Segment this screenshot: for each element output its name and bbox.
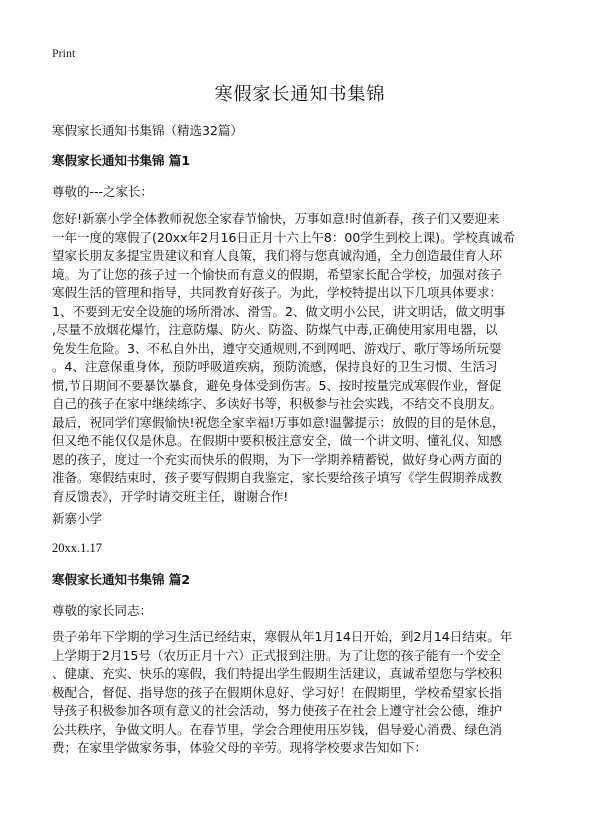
- body-line: 上学期于2月15号（农历正月十六）正式报到注册。为了让您的孩子能有一个安全: [52, 647, 501, 663]
- body-line: 但又绝不能仅仅是休息。在假期中要积极注意安全，做一个讲文明、懂礼仪、知感: [52, 433, 503, 448]
- body-line: 境。为了让您的孩子过一个愉快而有意义的假期，希望家长配合学校，加强对孩子: [52, 266, 503, 282]
- body-line: 公共秩序，争做文明人。在春节里，学会合理使用压岁钱，倡导爱心消费、绿色消: [52, 721, 503, 737]
- body-line: 1、不要到无安全设施的场所滑冰、滑雪。2、做文明小公民，讲文明话，做文明事: [52, 303, 506, 319]
- signature: 新寨小学: [52, 511, 103, 526]
- body-line: 准备。寒假结束时，孩子要写假期自我鉴定，家长要给孩子填写《学生假期养成教: [52, 470, 503, 485]
- body-line: 最后，祝同学们寒假愉快!祝您全家幸福!万事如意!温馨提示：放假的目的是休息，: [52, 414, 505, 430]
- section-body-2: [52, 628, 572, 758]
- section-heading-1: 寒假家长通知书集锦 篇1: [52, 153, 191, 168]
- body-line: 、健康、充实、快乐的寒假，我们特提出学生假期生活建议，真诚希望您与学校积: [52, 666, 503, 681]
- date: 20xx.1.17: [52, 541, 102, 555]
- body-line: 望家长朋友多提宝贵建议和育人良策，我们将与您真诚沟通，全力创造最佳育人环: [52, 248, 503, 263]
- body-line: 自己的孩子在家中继续练字、多读好书等，积极参与社会实践，不结交不良朋友。: [52, 396, 503, 411]
- body-line: 费；在家里学做家务事，体验父母的辛劳。现将学校要求告知如下：: [52, 740, 428, 755]
- body-line: 极配合，督促、指导您的孩子在假期休息好、学习好！在假期里，学校希望家长指: [52, 684, 503, 700]
- print-link[interactable]: Print: [52, 46, 76, 60]
- body-line: 惯,节日期间不要暴饮暴食，避免身体受到伤害。5、按时按量完成寒假作业，督促: [52, 377, 502, 393]
- body-line: 贵子弟年下学期的学习生活已经结束，寒假从年1月14日开始，到2月14日结束。年: [52, 629, 513, 644]
- body-line: 育反馈表》，开学时请交班主任，谢谢合作!: [52, 488, 289, 504]
- body-line: 一年一度的寒假了(20xx年2月16日正月十六上午8：00学生到校上课)。学校真诚希: [52, 229, 516, 245]
- body-line: 您好!新寨小学全体教师祝您全家春节愉快，万事如意!时值新春，孩子们又要迎来: [52, 211, 500, 226]
- body-line: ,尽量不放烟花爆竹，注意防爆、防火、防盗、防煤气中毒,正确使用家用电器，以: [52, 322, 498, 337]
- page-title: 寒假家长通知书集锦: [214, 84, 386, 105]
- salutation-2: 尊敬的家长同志：: [52, 603, 153, 618]
- body-line: 恩的孩子，度过一个充实而快乐的假期，为下一学期养精蓄锐，做好身心两方面的: [52, 451, 503, 467]
- body-line: 免发生危险。3、不私自外出，遵守交通规则,不到网吧、游戏厅、歌厅等场所玩耍: [52, 340, 502, 356]
- salutation-1: 尊敬的---之家长：: [52, 184, 154, 199]
- section-heading-2: 寒假家长通知书集锦 篇2: [52, 572, 191, 587]
- section-body-1: [52, 210, 572, 506]
- body-line: 寒假生活的管理和指导，共同教育好孩子。为此，学校特提出以下几项具体要求：: [52, 285, 503, 300]
- body-line: 导孩子积极参加各项有意义的社会活动，努力使孩子在社会上遵守社会公德，维护: [52, 703, 503, 718]
- subtitle: 寒假家长通知书集锦（精选32篇）: [52, 123, 243, 138]
- body-line: 。4、注意保重身体，预防呼吸道疾病，预防流感，保持良好的卫生习惯、生活习: [52, 359, 498, 374]
